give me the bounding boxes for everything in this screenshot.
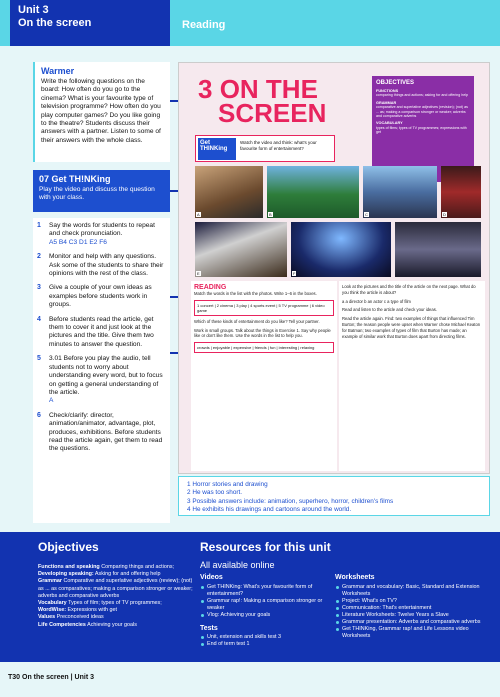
photo-label: A [197, 212, 200, 217]
step-item [37, 355, 166, 405]
step-text: Say the words for students to repeat and check pronunciation. [49, 222, 155, 238]
photo-c [363, 166, 437, 218]
word-list-box: crowds | enjoyable | expensive | friends | fun | interesting | relaxing [194, 342, 334, 353]
step-number: 5 [37, 355, 41, 363]
video-item: Get THINKing: What's your favourite form of entertainment? [200, 584, 330, 598]
reading-left-column [191, 281, 337, 471]
objective-value: Comparative and superlative adjectives (review); (not) as ... as comparatives; making a comparison stronger or weaker; adverbs and comparative adverbs [38, 578, 193, 599]
answer-line: 3 Possible answers include: animation, superhero, horror, children's films [187, 497, 394, 505]
objective-group [376, 89, 470, 98]
test-item: Unit, extension and skills test 3 [200, 634, 330, 641]
warmer-title: Warmer [41, 66, 75, 76]
step-text: Give a couple of your own ideas as examples before students work in groups. [49, 284, 152, 309]
reading-options: a a director b an actor c a type of film [342, 298, 411, 304]
answer-key: A5 B4 C3 D1 E2 F6 [49, 238, 107, 246]
video-item: Vlog: Achieving your goals [200, 612, 330, 619]
reading-exercise-6: Read the article again. Find: two examples of things that influenced Tim Burton; the reason people were upset when Warner chose Michael Keaton for Batman; two examples of types of film that Burton has made; an example of similar work that Burton does apart from directing films. [342, 316, 481, 339]
objective-line [38, 600, 198, 607]
teaching-steps [33, 218, 170, 523]
step-item [37, 284, 166, 309]
objective-group [376, 121, 470, 134]
step-number: 3 [37, 284, 41, 292]
think-text: Watch the video and think: what's your favourite form of entertainment? [240, 140, 317, 151]
worksheets-heading: Worksheets [335, 574, 375, 581]
worksheet-item: Grammar presentation: Adverbs and comparative adverbs [335, 619, 490, 626]
reading-exercise-1: Match the words in the list with the photos. Write 1–6 in the boxes. [194, 291, 317, 296]
objective-label: WordWise: [38, 607, 67, 614]
reading-exercise-5: Read and listen to the article and check your ideas. [342, 307, 437, 313]
step-text: 3.01 Before you play the audio, tell students not to worry about understanding every word, but to focus on getting a general understanding of the article. [49, 355, 163, 396]
worksheet-item: Literature Worksheets: Twelve Years a Slave [335, 612, 490, 619]
title-line-2: SCREEN [218, 98, 327, 128]
objective-heading: VOCABULARY [376, 121, 403, 126]
objective-heading: FUNCTIONS [376, 89, 399, 93]
step-number: 4 [37, 315, 41, 323]
think-box [195, 135, 335, 162]
step-text: Monitor and help with any questions. Ask some of the students to share their opinions with the rest of the class. [49, 253, 164, 278]
title-line-1: ON THE [219, 74, 318, 104]
worksheet-item: Project: What's on TV? [335, 598, 490, 605]
unit-number: Unit 3 [18, 4, 49, 16]
objective-value: Comparing things and actions; [101, 564, 175, 570]
photo-label: E [197, 271, 200, 276]
objective-label: Values [38, 614, 56, 621]
video-box [33, 170, 170, 212]
section-title: Reading [182, 19, 226, 31]
step-text: Before students read the article, get them to cover it and just look at the pictures and the title. Give them two minutes to answer the question. [49, 315, 154, 348]
objective-text: comparative and superlative adjectives (revision); (not) as ... as; making a comparison stronger or weaker; adverbs and comparative adverbs [376, 105, 468, 119]
objectives-list [38, 564, 198, 629]
objective-text: comparing things and actions; asking for and offering help [376, 93, 469, 98]
photo-f [291, 222, 391, 277]
step-number: 6 [37, 411, 41, 419]
objectives-panel-title: OBJECTIVES [376, 80, 415, 86]
objective-line [38, 564, 198, 571]
answer-line: 2 He was too short. [187, 489, 243, 497]
word-list-box: 1 concert | 2 cinema | 3 play | 4 sports event | 5 TV programme | 6 video game [194, 300, 334, 316]
student-book-page [178, 62, 490, 474]
reading-heading: READING [194, 284, 227, 291]
objective-label: Grammar [38, 578, 62, 585]
video-text: Play the video and discuss the question with your class. [39, 186, 155, 202]
unit-title: On the screen [18, 17, 92, 29]
objectives-heading: Objectives [38, 540, 99, 554]
think-tag: Get THINKing [198, 138, 236, 160]
step-item [37, 316, 166, 350]
step-number: 2 [37, 253, 41, 261]
page-title [198, 74, 327, 128]
tests-list [200, 634, 330, 648]
answer-line: 1 Horror stories and drawing [187, 481, 268, 488]
objective-heading: GRAMMAR [376, 100, 397, 105]
test-item: End of term test 1 [200, 641, 330, 648]
reading-exercise-2: Which of these kinds of entertainment do you like? Tell your partner. [194, 318, 320, 324]
photo-label: B [269, 212, 272, 217]
photo-b [267, 166, 359, 218]
step-text: Check/clarify: director, animation/animator, advantage, plot, produces, exhibitions. Before students read the article again, get them to read the questions. [49, 411, 163, 453]
step-number: 1 [37, 222, 41, 229]
objective-label: Functions and speaking [38, 564, 100, 570]
warmer-box [33, 62, 170, 162]
objective-label: Life Competencies [38, 621, 86, 628]
step-item [37, 222, 166, 247]
resources-heading: Resources for this unit [200, 540, 331, 554]
answer-key: A [49, 397, 54, 405]
reading-exercise-3: Work in small groups. Talk about the things in Exercise 1. Say why people like or don't like them. Use the words in the list to help you. [194, 327, 331, 339]
answer-line: 4 He exhibits his drawings and cartoons around the world. [187, 506, 352, 514]
objective-value: Expressions with get [67, 607, 117, 614]
footer-text: T30 On the screen | Unit 3 [8, 674, 94, 681]
worksheets-list [335, 584, 490, 640]
objective-text: types of films; types of TV programmes; expressions with get [376, 125, 467, 135]
worksheet-item: Communication: That's entertainment [335, 605, 490, 612]
step-item [37, 253, 166, 278]
tests-heading: Tests [200, 625, 218, 632]
unit-big-number: 3 [198, 74, 213, 104]
photo-label: F [293, 271, 296, 276]
step-item [37, 412, 166, 454]
reading-exercise-4: Look at the pictures and the title of the article on the next page. What do you think the article is about? [342, 284, 476, 295]
objective-line [38, 571, 198, 578]
photo-g [395, 222, 481, 277]
photo-label: C [365, 212, 368, 217]
objective-value: Preconceived ideas [56, 614, 104, 621]
objective-label: Developing speaking: [38, 571, 94, 578]
worksheet-item: Get THINKing, Grammar rap! and Life Lessons video Worksheets [335, 626, 490, 640]
answer-key-box [178, 476, 490, 516]
photo-a [195, 166, 263, 218]
photo-d [441, 166, 481, 218]
video-title: 07 Get TH!NKing [39, 174, 111, 184]
objective-label: Vocabulary [38, 600, 67, 607]
objective-value: Types of film; types of TV programmes; [68, 600, 162, 607]
video-item: Grammar rap!: Making a comparison stronger or weaker [200, 598, 330, 612]
objective-value: Asking for and offering help [94, 571, 161, 578]
resources-subtitle: All available online [200, 560, 275, 570]
objective-line [38, 614, 198, 621]
objective-line [38, 578, 198, 600]
unit-band [10, 0, 170, 46]
videos-list [200, 584, 330, 619]
reading-right-column [339, 281, 485, 471]
objective-line [38, 607, 198, 614]
videos-heading: Videos [200, 574, 223, 581]
worksheet-item: Grammar and vocabulary: Basic, Standard and Extension Worksheets [335, 584, 490, 598]
photo-label: D [443, 212, 446, 217]
warmer-text: Write the following questions on the board: How often do you go to the cinema? What is your favourite type of television programme? How often do you play computer games? Do you like going to the theatre? Students discuss their answers with a partner. Listen to some of their answers with the whole class. [41, 78, 161, 144]
photo-e [195, 222, 287, 277]
objective-value: Achieving your goals [87, 621, 137, 628]
objective-line [38, 622, 198, 629]
objective-group [376, 101, 470, 119]
